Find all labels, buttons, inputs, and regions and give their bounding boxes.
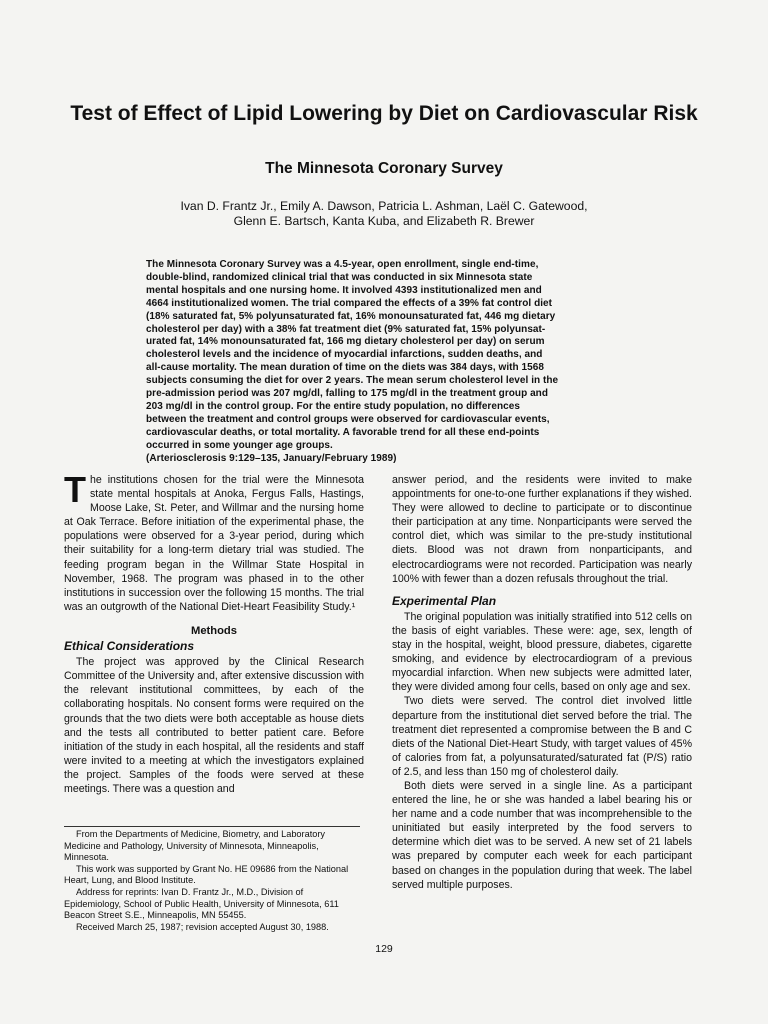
drop-cap: T [64,469,86,510]
intro-text: he institutions chosen for the trial were the Minnesota state mental hospitals at Anoka, Fergus Falls, Hastings, Moose Lake, St. Peter, and Willmar and the nursing home at Oak Terrace. Before initiation of the experimental phase, the populations were observed for a 3-year period, during which their suitability for a long-term dietary trial was studied. The feeding program began in the Willmar State Hospital in November, 1968. The program was phased in to the other institutions in succession over the following 15 months. The trial was an outgrowth of the National Diet-Heart Feasibility Study.¹ [64,474,364,613]
abstract-line: 4664 institutionalized women. The trial compared the effects of a 39% fat control diet [146,297,553,309]
abstract-line: cholesterol levels and the incidence of myocardial infarctions, sudden deaths, and [146,349,543,361]
abstract-line: occurred in some younger age groups. [146,439,333,451]
plan-paragraph: The original population was initially stratified into 512 cells on the basis of eight variables. These were: age, sex, length of stay in the hospital, weight, blood pressure, diabetes, cigarette smoking, and evidence by electrocardiogram of a previous myocardial infarction. When new subjects were admitted later, they were divided among four cells, based on only age and sex. [392,610,692,694]
experimental-plan-heading: Experimental Plan [392,593,497,608]
abstract-line: pre-admission period was 207 mg/dl, falling to 175 mg/dl in the treatment group and [146,388,548,400]
abstract-line: urated fat, 14% monounsaturated fat, 166 mg dietary cholesterol per day) on serum [146,336,545,348]
author-line: Ivan D. Frantz Jr., Emily A. Dawson, Patricia L. Ashman, Laël C. Gatewood, [180,199,588,213]
abstract-line: all-cause mortality. The mean duration of time on the diets was 384 days, with 1568 [146,362,544,374]
right-column [392,473,692,892]
author-line: Glenn E. Bartsch, Kanta Kuba, and Elizabeth R. Brewer [233,214,535,228]
ethical-considerations-text: The project was approved by the Clinical Research Committee of the University and, after extensive discussion with the relevant institutional committees, by each of the collaborating hospitals. No consent forms were required on the grounds that the two diets were both acceptable as house diets and the tests all contributed to better patient care. Before initiation of the study in each hospital, all the residents and staff were invited to a meeting at which the investigators explained the project. Samples of the foods were served at these meetings. There was a question and [64,656,364,795]
abstract-line: double-blind, randomized clinical trial that was conducted in six Minnesota state [146,271,533,283]
footnote-reprints: Address for reprints: Ivan D. Frantz Jr., M.D., Division of Epidemiology, School of Public Health, University of Minnesota, 611 Beacon Street S.E., Minneapolis, MN 55455. [64,886,339,921]
footnote-affiliation: From the Departments of Medicine, Biometry, and Laboratory Medicine and Pathology, University of Minnesota, Minneapolis, Minnesota. [64,829,326,863]
abstract-line: cardiovascular deaths, or total mortality. A favorable trend for all these end-points [146,426,540,438]
left-column [64,469,364,796]
abstract [146,259,620,466]
plan-paragraph: Two diets were served. The control diet involved little departure from the institutional diet served before the trial. The treatment diet represented a compromise between the B and C diets of the National Diet-Heart Study, with target values of 45% of calories from fat, a polyunsaturated/saturated fat (P/S) ratio of 2.5, and less than 150 mg of cholesterol daily. [392,695,692,778]
footnotes [64,826,360,933]
abstract-line: 203 mg/dl in the control group. For the entire study population, no differences [146,400,520,412]
ethical-considerations-heading: Ethical Considerations [64,639,195,654]
footnote-received: Received March 25, 1987; revision accepted August 30, 1988. [76,921,329,932]
plan-paragraph: Both diets were served in a single line. As a participant entered the line, he or she was handed a label bearing his or her name and a code number that was incomprehensible to the uninitiated but easily interpreted by the food servers to determine which diet was to be served. A new set of 21 labels was prepared by computer each week for each participant based on changes in the population during that week. The label served multiple purposes. [392,779,692,891]
continued-paragraph: answer period, and the residents were invited to make appointments for one-to-one further explanations if they wished. They were allowed to decline to participate or to discontinue their participation at any time. Nonparticipants were served the control diet, which was similar to the pre-study institutional diets. Blood was not drawn from nonparticipants, and electrocardiograms were not recorded. Participation was nearly 100% with fewer than a dozen refusals throughout the trial. [392,474,692,585]
abstract-line: cholesterol per day) with a 38% fat treatment diet (9% saturated fat, 15% polyunsat- [146,323,546,335]
methods-heading: Methods [191,624,237,637]
abstract-citation: (Arteriosclerosis 9:129–135, January/February 1989) [146,452,397,464]
abstract-line: (18% saturated fat, 5% polyunsaturated fat, 16% monounsaturated fat, 446 mg dietary [146,310,556,322]
abstract-line: mental hospitals and one nursing home. It involved 4393 institutionalized men and [146,284,542,296]
abstract-line: subjects consuming the diet for over 2 years. The mean serum cholesterol level in the [146,375,559,387]
page-number: 129 [375,943,393,955]
article-title: Test of Effect of Lipid Lowering by Diet on Cardiovascular Risk [70,102,698,125]
author-list [100,199,668,229]
article-subtitle: The Minnesota Coronary Survey [265,160,503,177]
intro-paragraph [64,469,364,614]
footnote-funding: This work was supported by Grant No. HE 09686 from the National Heart, Lung, and Blood Institute. [64,863,349,886]
abstract-line: between the treatment and control groups were observed for cardiovascular events, [146,413,550,425]
abstract-line: The Minnesota Coronary Survey was a 4.5-year, open enrollment, single end-time, [146,259,539,270]
